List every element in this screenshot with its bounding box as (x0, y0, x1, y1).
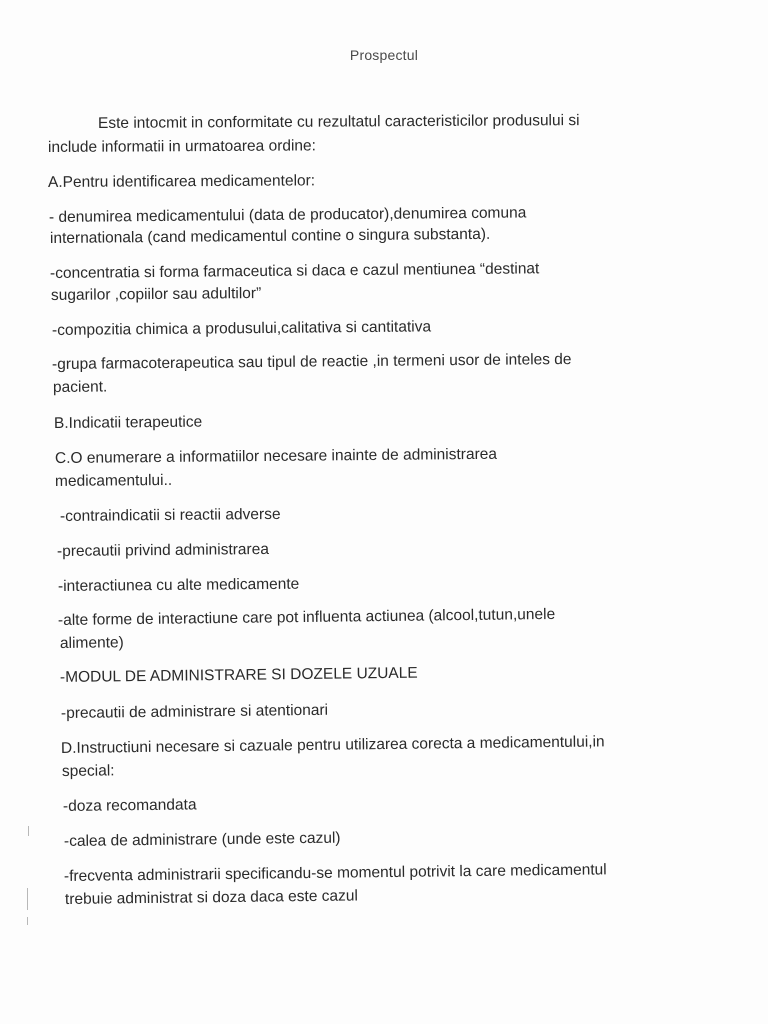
section-a-item-2-line-1: -concentratia si forma farmaceutica si daca e cazul mentiunea “destinat (49, 260, 540, 282)
page-title: Prospectul (349, 47, 419, 63)
section-c-heading-line-2: medicamentului.. (54, 471, 173, 490)
section-c-item-3: -interactiunea cu alte medicamente (57, 575, 300, 595)
section-c-heading-line-1: C.O enumerare a informatiilor necesare inainte de administrarea (54, 445, 498, 467)
section-d-item-3-line-1: -frecventa administrarii specificandu-se momentul potrivit la care medicamentul (63, 861, 607, 885)
section-a-heading: A.Pentru identificarea medicamentelor: (47, 172, 316, 191)
section-c-item-2: -precautii privind administrarea (56, 540, 269, 560)
scan-artifact-mark (27, 917, 28, 925)
section-a-item-4-line-1: -grupa farmacoterapeutica sau tipul de reactie ,in termeni usor de inteles de (51, 351, 572, 373)
section-c-item-5: -MODUL DE ADMINISTRARE SI DOZELE UZUALE (59, 664, 418, 686)
section-d-item-1: -doza recomandata (62, 796, 197, 815)
intro-line-1: Este intocmit in conformitate cu rezultatul caracteristicilor produsului si (97, 112, 580, 132)
scan-artifact-mark (28, 826, 29, 836)
section-c-item-6: -precautii de administrare si atentionari (60, 701, 329, 722)
scan-artifact-mark (27, 888, 28, 910)
section-c-item-1: -contraindicatii si reactii adverse (59, 505, 281, 525)
section-a-item-3: -compozitia chimica a produsului,calitativa si cantitativa (51, 318, 432, 339)
section-a-item-1-line-1: - denumirea medicamentului (data de producator),denumirea comuna (48, 204, 527, 226)
section-a-item-4-line-2: pacient. (52, 378, 108, 396)
section-a-item-1-line-2: internationala (cand medicamentul contine o singura substanta). (49, 225, 491, 247)
intro-line-2: include informatii in urmatoarea ordine: (47, 137, 316, 156)
section-c-item-4-line-1: -alte forme de interactiune care pot influenta actiunea (alcool,tutun,unele (57, 605, 556, 629)
section-d-heading-line-2: special: (61, 762, 115, 780)
section-a-item-2-line-2: sugarilor ,copiilor sau adultilor” (50, 284, 262, 304)
section-d-heading-line-1: D.Instructiuni necesare si cazuale pentru utilizarea corecta a medicamentului,in (60, 733, 605, 757)
section-c-item-4-line-2: alimente) (59, 634, 124, 652)
section-d-item-2: -calea de administrare (unde este cazul) (63, 829, 341, 850)
section-d-item-3-line-2: trebuie administrat si doza daca este cazul (64, 887, 359, 908)
section-b-heading: B.Indicatii terapeutice (53, 413, 203, 432)
